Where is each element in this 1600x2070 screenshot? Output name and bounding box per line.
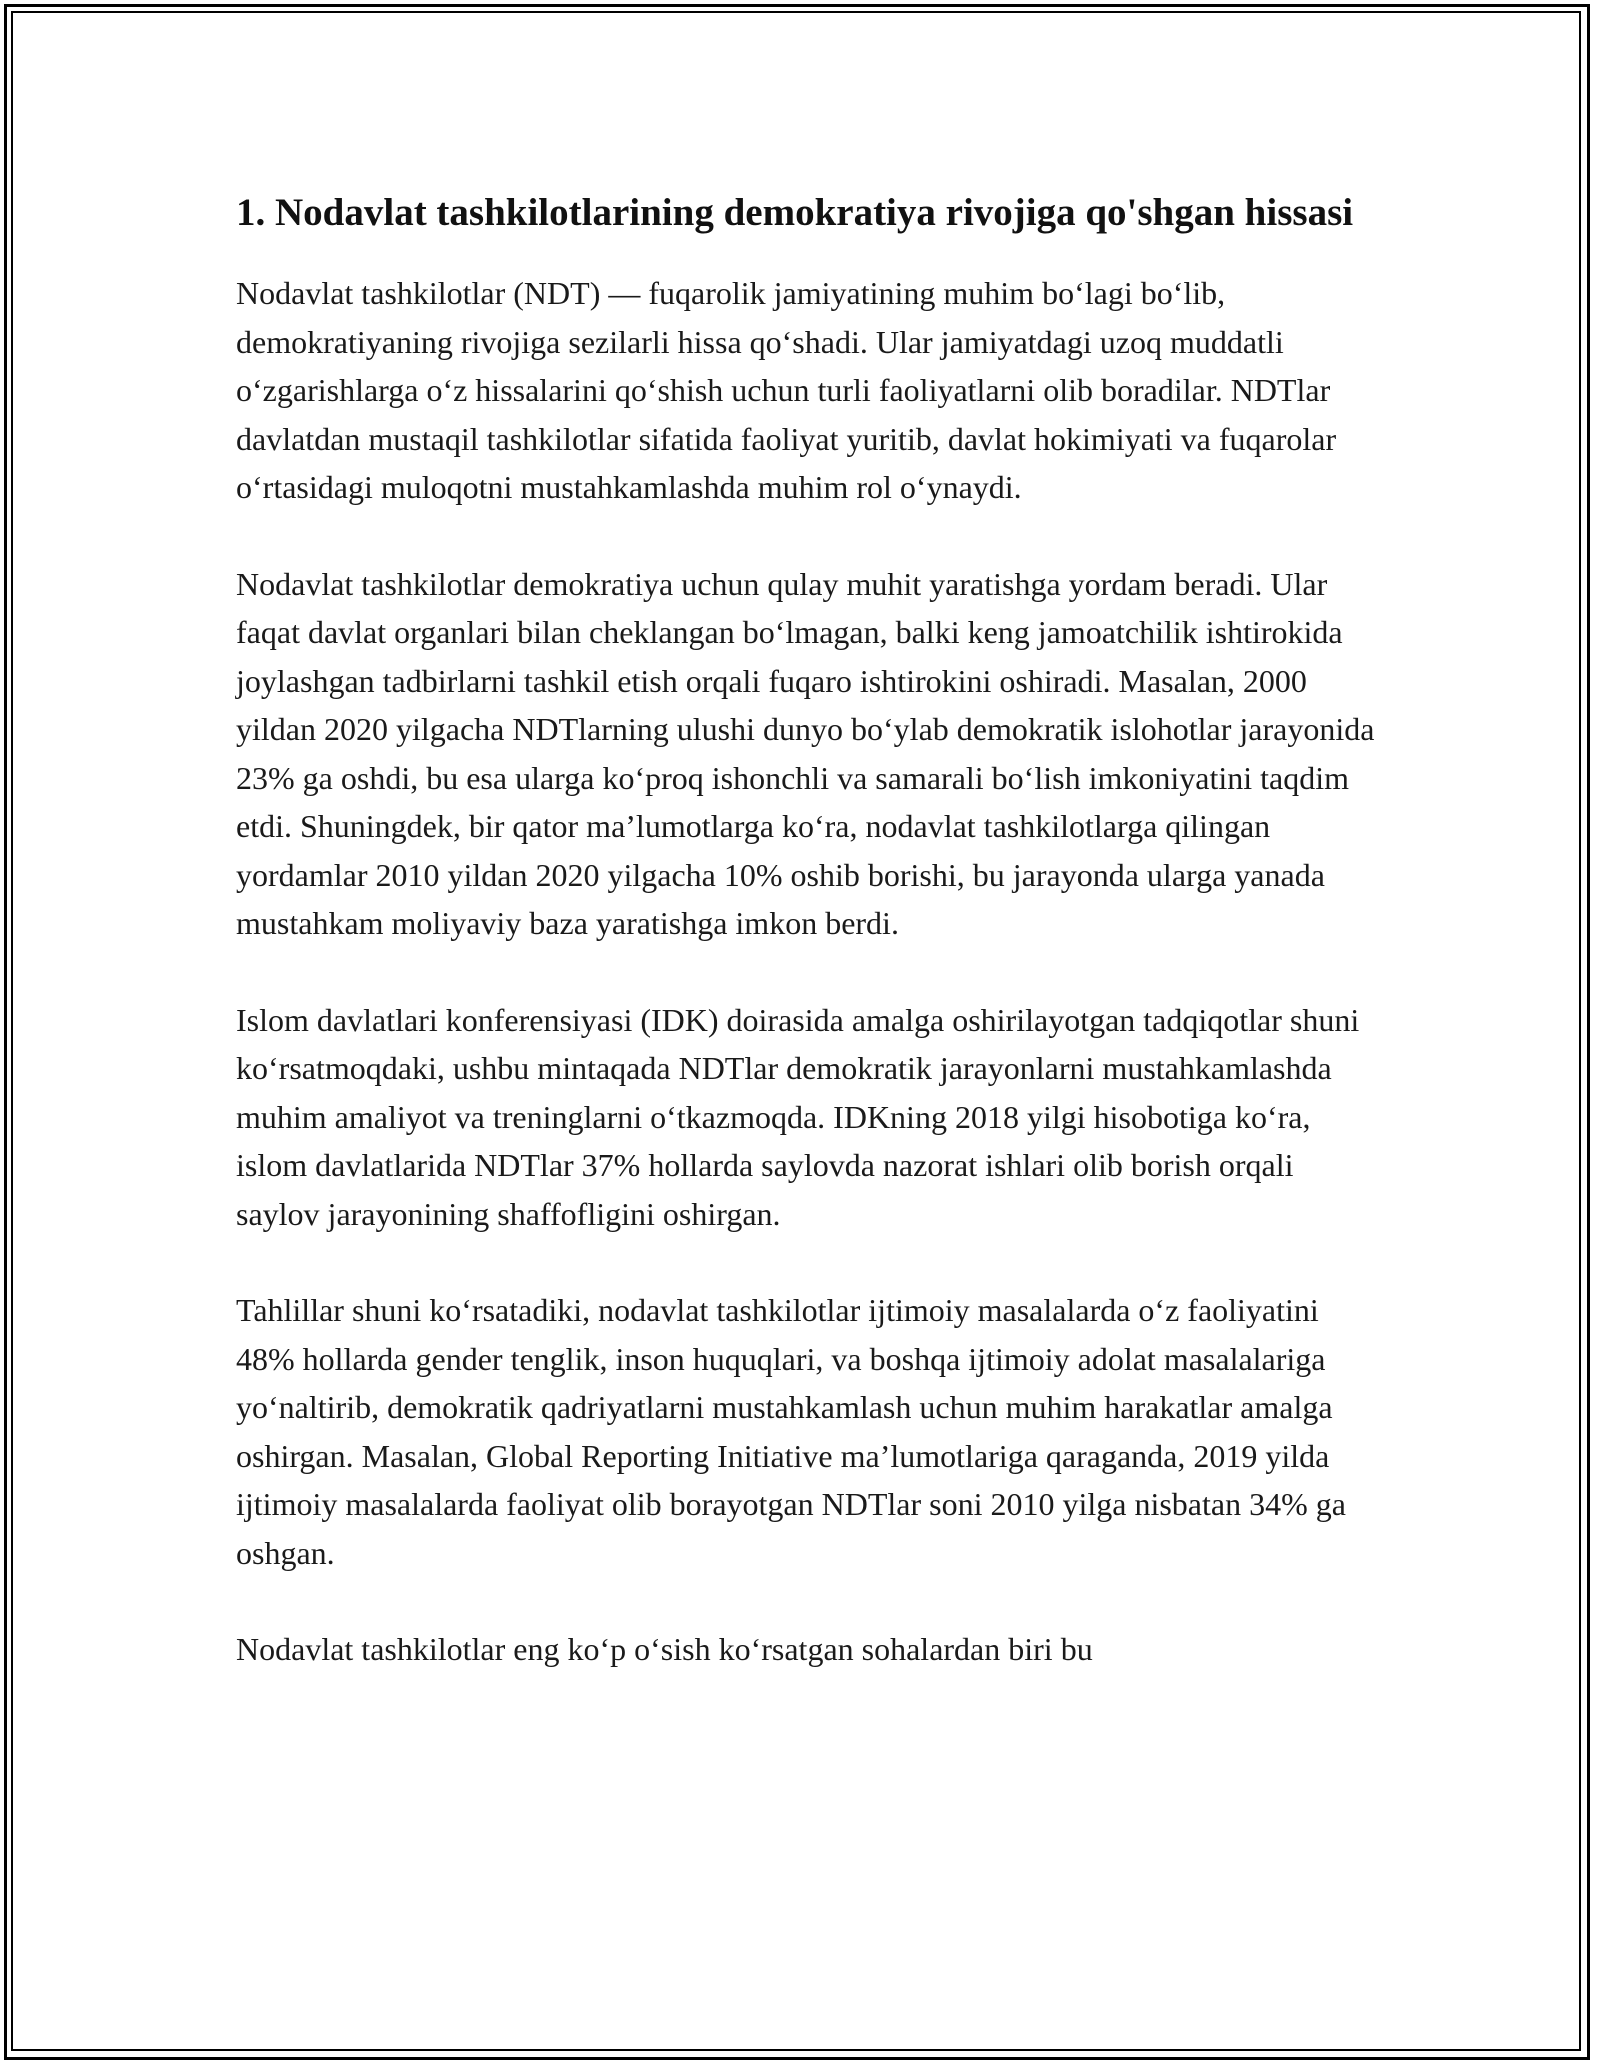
section-heading: 1. Nodavlat tashkilotlarining demokratiya rivojiga qo'shgan hissasi [236, 191, 1354, 234]
paragraph-ndt-intro: Nodavlat tashkilotlar (NDT) — fuqarolik jamiyatining muhim bo‘lagi bo‘lib, demokratiyaning rivojiga sezilarli hissa qo‘shadi. Ular jamiyatdagi uzoq muddatli o‘zgarishlarga o‘z hissalarini qo‘shish uchun turli faoliyatlarni olib boradilar. NDTlar davlatdan mustaqil tashkilotlar sifatida faoliyat yuritib, davlat hokimiyati va fuqarolar o‘rtasidagi muloqotni mustahkamlashda muhim rol o‘ynaydi. [236, 275, 1337, 505]
paragraph-growth-areas: Nodavlat tashkilotlar eng ko‘p o‘sish ko‘rsatgan sohalardan biri bu [236, 1631, 1093, 1667]
document-body [236, 186, 1376, 1722]
paragraph-idk-research: Islom davlatlari konferensiyasi (IDK) doirasida amalga oshirilayotgan tadqiqotlar shuni ko‘rsatmoqdaki, ushbu mintaqada NDTlar demokratik jarayonlarni mustahkamlashda muhim amaliyot va treninglarni o‘tkazmoqda. IDKning 2018 yilgi hisobotiga ko‘ra, islom davlatlarida NDTlar 37% hollarda saylovda nazorat ishlari olib borish orqali saylov jarayonining shaffofligini oshirgan. [236, 1001, 1360, 1232]
paragraph-democracy-environment: Nodavlat tashkilotlar demokratiya uchun qulay muhit yaratishga yordam beradi. Ular faqat davlat organlari bilan cheklangan bo‘lmagan, balki keng jamoatchilik ishtirokida joylashgan tadbirlarni tashkil etish orqali fuqaro ishtirokini oshiradi. Masalan, 2000 yildan 2020 yilgacha NDTlarning ulushi dunyo bo‘ylab demokratik islohotlar jarayonida 23% ga oshdi, bu esa ularga ko‘proq ishonchli va samarali bo‘lish imkoniyatini taqdim etdi. Shuningdek, bir qator ma’lumotlarga ko‘ra, nodavlat tashkilotlarga qilingan yordamlar 2010 yildan 2020 yilgacha 10% oshib borishi, bu jarayonda ularga yanada mustahkam moliyaviy baza yaratishga imkon berdi. [236, 565, 1375, 941]
paragraph-social-issues: Tahlillar shuni ko‘rsatadiki, nodavlat tashkilotlar ijtimoiy masalalarda o‘z faoliyatini 48% hollarda gender tenglik, inson huquqlari, va boshqa ijtimoiy adolat masalalariga yo‘naltirib, demokratik qadriyatlarni mustahkamlash uchun muhim harakatlar amalga oshirgan. Masalan, Global Reporting Initiative ma’lumotlariga qaraganda, 2019 yilda ijtimoiy masalalarda faoliyat olib borayotgan NDTlar soni 2010 yilga nisbatan 34% ga oshgan. [236, 1292, 1346, 1571]
